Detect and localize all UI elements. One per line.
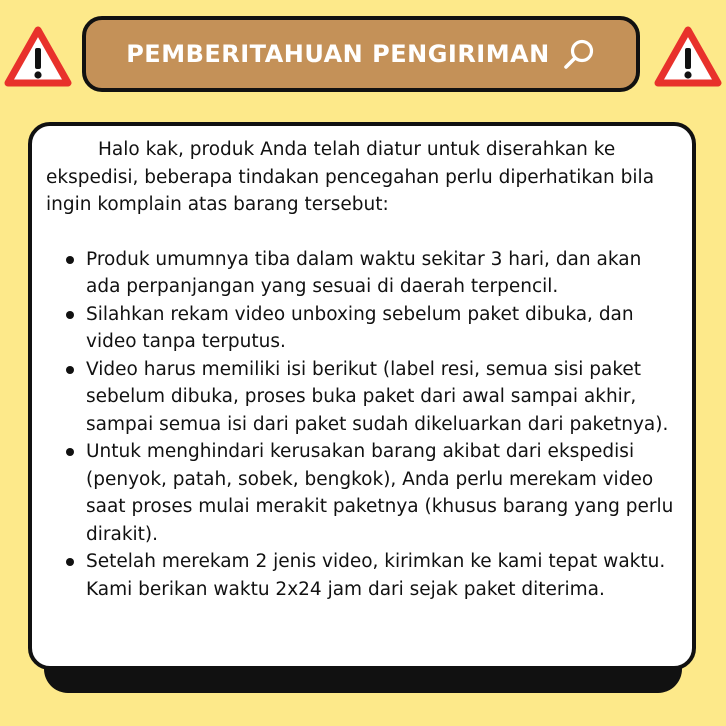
paragraph-spacer [46, 219, 678, 246]
list-item: Video harus memiliki isi berikut (label resi, semua sisi paket sebelum dibuka, proses buka paket dari awal sampai akhir, sampai semua isi dari paket sudah dikeluarkan dari paketnya). [46, 356, 678, 439]
warning-icon [4, 26, 72, 88]
search-icon[interactable] [562, 37, 596, 71]
list-item: Produk umumnya tiba dalam waktu sekitar 3 hari, dan akan ada perpanjangan yang sesuai di daerah terpencil. [46, 246, 678, 301]
list-item: Setelah merekam 2 jenis video, kirimkan ke kami tepat waktu. Kami berikan waktu 2x24 jam dari sejak paket diterima. [46, 548, 678, 603]
notice-list [46, 246, 678, 604]
notice-intro: Halo kak, produk Anda telah diatur untuk diserahkan ke ekspedisi, beberapa tindakan pencegahan perlu diperhatikan bila ingin komplain atas barang tersebut: [46, 139, 655, 215]
header-banner [82, 16, 640, 92]
list-item: Silahkan rekam video unboxing sebelum paket dibuka, dan video tanpa terputus. [46, 301, 678, 356]
notice-card [28, 122, 696, 670]
list-item: Untuk menghindari kerusakan barang akibat dari ekspedisi (penyok, patah, sobek, bengkok), Anda perlu merekam video saat proses mulai merakit paketnya (khusus barang yang perlu dirakit). [46, 438, 678, 548]
warning-icon [654, 26, 722, 88]
header-title: PEMBERITAHUAN PENGIRIMAN [126, 40, 550, 68]
